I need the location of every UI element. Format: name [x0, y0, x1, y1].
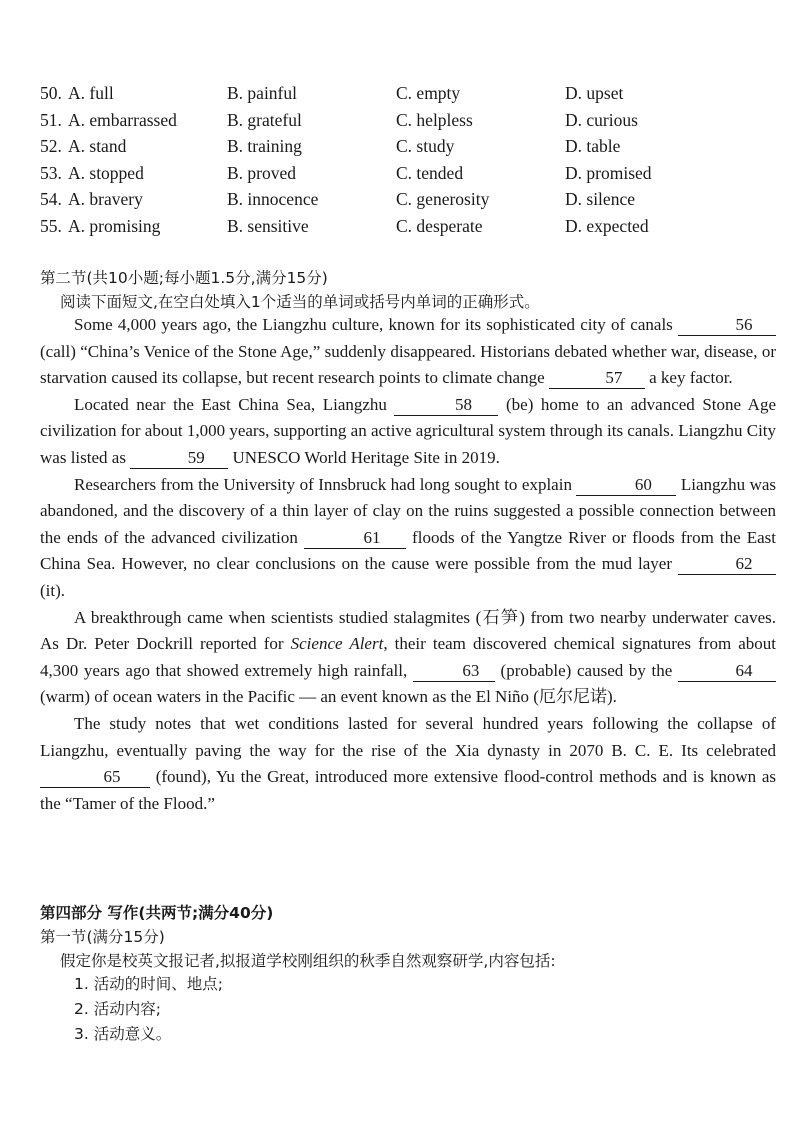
passage-text: Researchers from the University of Innsbruck had long sought to explain [74, 474, 577, 494]
option-c: C. generosity [396, 189, 490, 209]
option-a: A. stopped [68, 162, 144, 183]
passage-text: floods of the Yangtze River or floods from the East China Sea. However, no clear conclusions on the cause were possible from the mud layer [40, 527, 776, 574]
blank-64: 64 [678, 661, 776, 682]
writing-task: 假定你是校英文报记者,拟报道学校刚组织的秋季自然观察研学,内容包括: [60, 952, 556, 970]
question-number: 52. [40, 136, 62, 156]
question-number: 54. [40, 189, 62, 209]
multiple-choice-options [40, 80, 780, 239]
option-b: B. grateful [227, 109, 302, 130]
option-a: A. bravery [68, 189, 143, 209]
blank-62: 62 [678, 554, 776, 575]
blank-61: 61 [304, 528, 406, 549]
passage-paragraph-5 [40, 711, 776, 817]
option-d: D. table [565, 136, 621, 156]
option-b: B. sensitive [227, 215, 309, 236]
journal-name: Science Alert [290, 634, 384, 654]
section-2-heading: 第二节(共10小题;每小题1.5分,满分15分) [40, 269, 328, 287]
blank-58: 58 [394, 395, 498, 416]
passage-paragraph-4 [40, 605, 776, 711]
requirement-item: 2. 活动内容; [74, 1000, 161, 1018]
blank-57: 57 [549, 368, 645, 389]
option-b: B. painful [227, 83, 297, 103]
question-row-52 [40, 133, 780, 160]
question-number: 51. [40, 109, 62, 130]
option-c: C. empty [396, 83, 461, 103]
requirement-item: 3. 活动意义。 [74, 1025, 172, 1043]
question-row-54 [40, 186, 780, 213]
question-row-51 [40, 107, 780, 134]
passage-paragraph-3 [40, 472, 776, 605]
option-d: D. silence [565, 189, 635, 209]
part-4-heading: 第四部分 写作(共两节;满分40分) [40, 904, 274, 922]
passage-text: (it). [40, 580, 66, 600]
question-number: 55. [40, 215, 62, 236]
option-c: C. tended [396, 162, 464, 183]
option-d: D. promised [565, 162, 652, 183]
passage-text: Liangzhu was abandoned, and the discovery of a thin layer of clay on the ruins suggested a possible connection between the ends of the advanced civilization [40, 474, 777, 547]
option-a: A. promising [68, 215, 161, 236]
option-d: D. curious [565, 109, 638, 130]
passage-text: The study notes that wet conditions lasted for several hundred years following the collapse of Liangzhu, eventually paving the way for the rise of the Xia dynasty in 2070 B. C. E. Its celebrated [40, 713, 776, 760]
question-row-50 [40, 80, 780, 107]
passage-paragraph-2 [40, 392, 776, 472]
option-d: D. upset [565, 83, 624, 103]
question-row-55 [40, 213, 780, 240]
blank-60: 60 [576, 475, 676, 496]
passage-text: (found), Yu the Great, introduced more extensive flood-control methods and is known as the “Tamer of the Flood.” [40, 767, 776, 813]
option-a: A. stand [68, 136, 127, 156]
part-4-section-1: 第一节(满分15分) [40, 928, 165, 946]
option-c: C. study [396, 136, 455, 156]
passage-text: a key factor. [644, 368, 733, 388]
option-c: C. helpless [396, 109, 473, 130]
blank-65: 65 [40, 767, 150, 788]
cloze-passage [40, 312, 776, 817]
option-c: C. desperate [396, 215, 483, 236]
option-b: B. innocence [227, 189, 319, 209]
passage-text: UNESCO World Heritage Site in 2019. [228, 447, 500, 467]
question-row-53 [40, 160, 780, 187]
question-number: 53. [40, 162, 62, 183]
passage-text: , their team discovered chemical signatures from about 4,300 years ago that showed extremely high rainfall, [40, 634, 777, 680]
passage-text: Located near the East China Sea, Liangzhu [74, 394, 395, 414]
option-b: B. proved [227, 162, 297, 183]
blank-56: 56 [678, 315, 776, 336]
requirement-item: 1. 活动的时间、地点; [74, 975, 223, 993]
passage-text: (warm) of ocean waters in the Pacific — an event known as the El Niño (厄尔尼诺). [40, 687, 617, 707]
option-b: B. training [227, 136, 302, 156]
question-number: 50. [40, 83, 62, 103]
option-a: A. full [68, 83, 114, 103]
passage-text: (call) “China’s Venice of the Stone Age,” suddenly disappeared. Historians debated whether war, disease, or starvation caused its collapse, but recent research points to climate change [40, 341, 776, 388]
option-a: A. embarrassed [68, 109, 177, 130]
passage-text: A breakthrough came when scientists studied stalagmites (石笋) from two nearby underwater caves. As Dr. Peter Dockrill reported for [40, 607, 776, 654]
blank-59: 59 [130, 448, 228, 469]
passage-text: (probable) caused by the [494, 660, 678, 680]
option-d: D. expected [565, 215, 649, 236]
blank-63: 63 [413, 661, 495, 682]
section-2-instruction: 阅读下面短文,在空白处填入1个适当的单词或括号内单词的正确形式。 [60, 293, 540, 311]
passage-text: Some 4,000 years ago, the Liangzhu culture, known for its sophisticated city of canals [74, 315, 678, 334]
writing-requirements [74, 972, 223, 1047]
passage-paragraph-1 [40, 312, 776, 392]
passage-text: (be) home to an advanced Stone Age civilization for about 1,000 years, supporting an active agricultural system through its canals. Liangzhu City was listed as [40, 394, 777, 467]
